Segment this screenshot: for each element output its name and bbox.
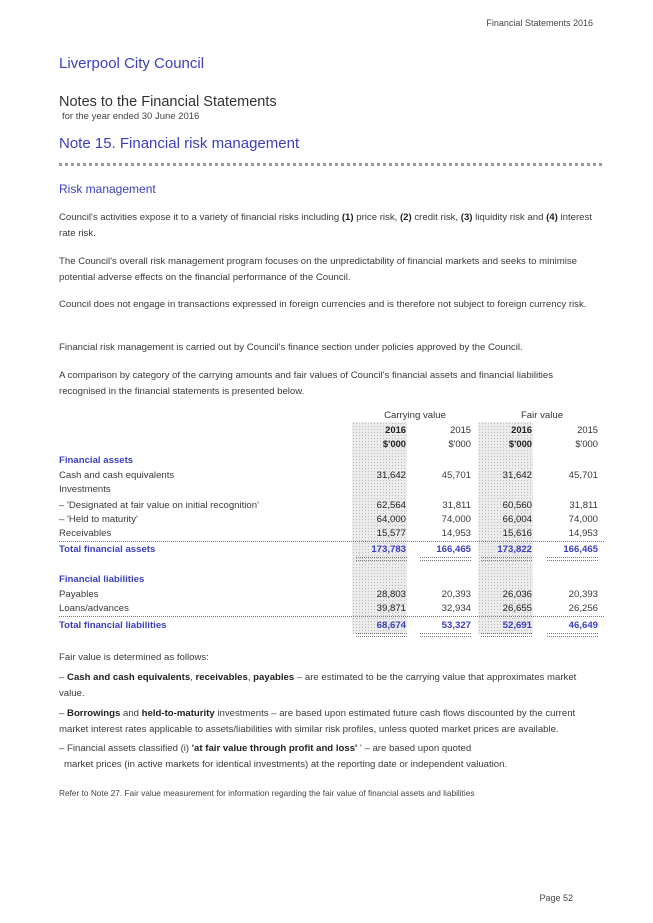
paragraph-comparison: A comparison by category of the carrying amounts and fair values of Council's financial assets and financial liabilities recognised in the financial statements is presented below. xyxy=(59,370,554,397)
paragraph-foreign-currency: Council does not engage in transactions expressed in foreign currencies and is therefore not subject to foreign currency risk. xyxy=(59,299,587,310)
financial-assets-heading: Financial assets xyxy=(59,455,134,466)
cell-receivables-carrying-2015: 14,953 xyxy=(441,528,471,539)
cell-total-liabilities-fair-2015: 46,649 xyxy=(568,620,598,631)
cell-total-assets-carrying-2015: 166,465 xyxy=(436,544,471,555)
notes-subtitle: for the year ended 30 June 2016 xyxy=(62,111,200,122)
cell-receivables-fair-2015: 14,953 xyxy=(568,528,598,539)
row-label-payables: Payables xyxy=(59,589,99,600)
carrying-value-heading: Carrying value xyxy=(384,410,446,421)
row-label-designated: – 'Designated at fair value on initial recognition' xyxy=(59,500,259,511)
total-underline xyxy=(481,633,532,637)
cell-held-carrying-2015: 74,000 xyxy=(441,514,471,525)
cell-total-liabilities-carrying-2016: 68,674 xyxy=(376,620,406,631)
subtotal-rule-assets xyxy=(59,541,604,542)
note-heading: Note 15. Financial risk management xyxy=(59,135,300,152)
row-label-held-to-maturity: – 'Held to maturity' xyxy=(59,514,138,525)
paragraph-risk-program: The Council's overall risk management program focuses on the unpredictability of financial markets and seeks to minimise potential adverse effects on the financial performance of the Council. xyxy=(59,256,578,283)
cell-loans-carrying-2016: 39,871 xyxy=(376,603,406,614)
cell-held-fair-2015: 74,000 xyxy=(568,514,598,525)
total-underline xyxy=(420,633,471,637)
fair-value-bullet-financial-assets: – Financial assets classified (i) 'at fair value through profit and loss' ' – are based upon quoted market prices (in active markets for identical investments) at the reporting date or independent valuation. xyxy=(59,743,508,770)
total-underline xyxy=(547,633,598,637)
cell-total-liabilities-carrying-2015: 53,327 xyxy=(441,620,471,631)
cell-cash-fair-2016: 31,642 xyxy=(502,470,532,481)
cell-total-assets-carrying-2016: 173,783 xyxy=(371,544,406,555)
total-underline xyxy=(356,557,407,561)
cell-held-fair-2016: 66,004 xyxy=(502,514,532,525)
total-underline xyxy=(356,633,407,637)
page-number: Page 52 xyxy=(539,893,573,903)
fair-value-bullet-borrowings: – Borrowings and held-to-maturity investments – are based upon estimated future cash flows discounted by the current market interest rates applicable to assets/liabilities with similar risk profiles, unless quoted market prices are available. xyxy=(59,708,576,735)
cell-total-assets-fair-2016: 173,822 xyxy=(497,544,532,555)
cell-payables-fair-2015: 20,393 xyxy=(568,589,598,600)
cell-loans-fair-2015: 26,256 xyxy=(568,603,598,614)
cell-loans-carrying-2015: 32,934 xyxy=(441,603,471,614)
cell-designated-carrying-2016: 62,564 xyxy=(376,500,406,511)
section-heading: Risk management xyxy=(59,182,156,196)
paragraph-policies: Financial risk management is carried out by Council's finance section under policies approved by the Council. xyxy=(59,342,523,353)
cell-cash-fair-2015: 45,701 xyxy=(568,470,598,481)
col-fair-2016: 2016 $'000 xyxy=(508,424,532,449)
cell-cash-carrying-2015: 45,701 xyxy=(441,470,471,481)
cell-cash-carrying-2016: 31,642 xyxy=(376,470,406,481)
total-underline xyxy=(547,557,598,561)
total-underline xyxy=(481,557,532,561)
fair-value-bullet-cash: – Cash and cash equivalents, receivables, payables – are estimated to be the carrying value that approximates market value. xyxy=(59,672,577,699)
financial-liabilities-heading: Financial liabilities xyxy=(59,574,145,585)
paragraph-risk-types: Council's activities expose it to a variety of financial risks including (1) price risk, (2) credit risk, (3) liquidity risk and (4) interest rate risk. xyxy=(59,212,592,239)
row-label-investments: Investments xyxy=(59,484,111,495)
col-fair-2015: 2015 $'000 xyxy=(575,424,598,449)
cell-held-carrying-2016: 64,000 xyxy=(376,514,406,525)
cell-payables-carrying-2016: 28,803 xyxy=(376,589,406,600)
subtotal-rule-liabilities xyxy=(59,616,604,617)
row-label-total-liabilities: Total financial liabilities xyxy=(59,620,167,631)
cell-designated-carrying-2015: 31,811 xyxy=(442,500,471,511)
fair-value-intro: Fair value is determined as follows: xyxy=(59,652,209,663)
cell-designated-fair-2016: 60,560 xyxy=(502,500,532,511)
col-carrying-2016: 2016 $'000 xyxy=(382,424,406,449)
notes-title: Notes to the Financial Statements xyxy=(59,94,277,110)
council-name: Liverpool City Council xyxy=(59,55,205,72)
cell-receivables-carrying-2016: 15,577 xyxy=(376,528,406,539)
total-underline xyxy=(420,557,471,561)
fair-value-heading: Fair value xyxy=(520,410,564,421)
row-label-total-assets: Total financial assets xyxy=(59,544,156,555)
cell-loans-fair-2016: 26,655 xyxy=(502,603,532,614)
running-header: Financial Statements 2016 xyxy=(486,18,593,28)
row-label-receivables: Receivables xyxy=(59,528,112,539)
cell-total-assets-fair-2015: 166,465 xyxy=(563,544,598,555)
cell-receivables-fair-2016: 15,616 xyxy=(502,528,532,539)
cell-payables-fair-2016: 26,036 xyxy=(502,589,532,600)
row-label-cash: Cash and cash equivalents xyxy=(59,470,175,481)
cell-payables-carrying-2015: 20,393 xyxy=(441,589,471,600)
col-carrying-2015: 2015 $'000 xyxy=(448,424,471,449)
cell-designated-fair-2015: 31,811 xyxy=(569,500,598,511)
row-label-loans: Loans/advances xyxy=(59,603,129,614)
reference-note: Refer to Note 27. Fair value measurement for information regarding the fair value of financial assets and liabilities xyxy=(59,788,475,798)
cell-total-liabilities-fair-2016: 52,691 xyxy=(502,620,532,631)
section-divider xyxy=(59,163,602,166)
